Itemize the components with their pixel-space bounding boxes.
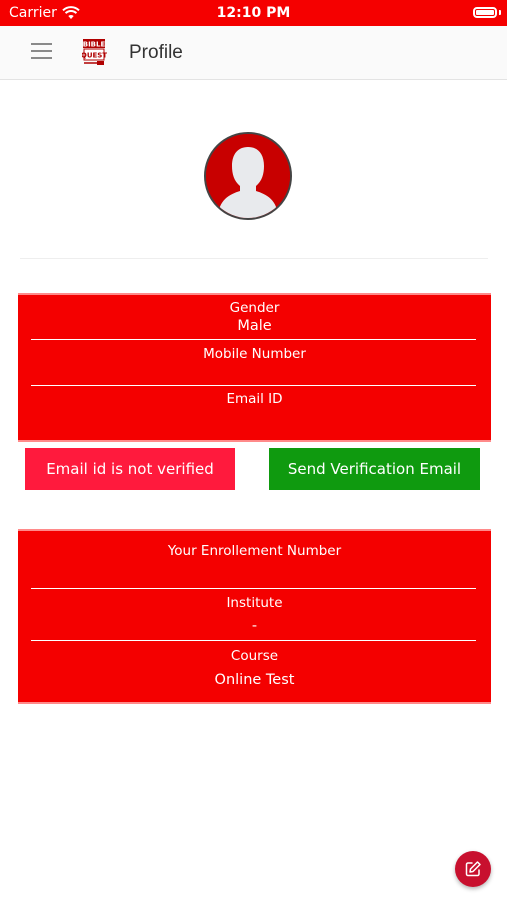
app-logo: [82, 39, 107, 67]
email-not-verified-badge: Email id is not verified: [25, 448, 235, 490]
course-value: Online Test: [214, 672, 295, 688]
svg-text:QUEST: QUEST: [82, 51, 107, 60]
divider: [31, 640, 476, 641]
status-time: 12:10 PM: [216, 5, 291, 21]
battery-cap: [499, 10, 501, 15]
personal-info-card: [18, 293, 491, 442]
svg-text:BIBLE: BIBLE: [82, 40, 106, 49]
mobile-label: Mobile Number: [203, 346, 306, 362]
enrollment-label: Your Enrollement Number: [167, 543, 342, 559]
institute-label: Institute: [226, 595, 283, 611]
institute-value: -: [251, 618, 258, 634]
navigation-bar: [0, 26, 507, 80]
edit-profile-button[interactable]: [455, 851, 491, 887]
status-bar: [0, 0, 507, 26]
enrollment-info-card: [18, 529, 491, 704]
battery-icon: [473, 7, 497, 18]
gender-value: Male: [237, 318, 272, 334]
gender-label: Gender: [229, 300, 280, 316]
carrier-label: Carrier: [9, 5, 57, 21]
divider: [31, 339, 476, 340]
edit-icon: [464, 860, 482, 878]
email-label: Email ID: [226, 391, 283, 407]
divider: [31, 385, 476, 386]
user-silhouette-icon: [206, 134, 290, 218]
send-verification-email-button[interactable]: Send Verification Email: [269, 448, 480, 490]
page-title: Profile: [129, 42, 183, 63]
avatar[interactable]: [204, 132, 292, 220]
divider: [31, 588, 476, 589]
course-label: Course: [230, 648, 279, 664]
hamburger-menu-icon[interactable]: [31, 43, 52, 60]
divider: [20, 258, 488, 259]
